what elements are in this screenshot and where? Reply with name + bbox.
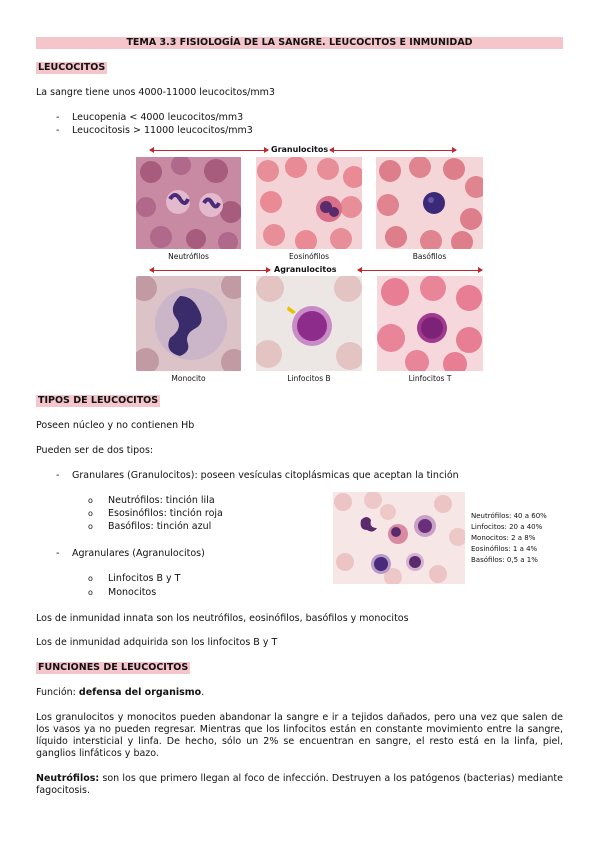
caption-eosinofilos: Eosinófilos: [289, 252, 329, 261]
caption-neutrofilos: Neutrófilos: [168, 252, 209, 261]
section-heading-leucocitos: LEUCOCITOS: [38, 62, 106, 73]
list-item: o Basófilos: tinción azul: [88, 521, 212, 532]
legend-item: Monocitos: 2 a 8%: [471, 534, 536, 542]
tipos-line-2: Pueden ser de dos tipos:: [36, 445, 154, 456]
tipos-line-1: Poseen núcleo y no contienen Hb: [36, 420, 195, 431]
granulocitos-label: Granulocitos: [271, 145, 329, 154]
list-item: o Linfocitos B y T: [88, 573, 181, 584]
eosinophil-image: [256, 157, 362, 249]
page-title: TEMA 3.3 FISIOLOGÍA DE LA SANGRE. LEUCOCITOS E INMUNIDAD: [36, 37, 563, 49]
section-heading-funciones: FUNCIONES DE LEUCOCITOS: [38, 662, 189, 673]
monocyte-image: [136, 276, 241, 371]
innata-text: Los de inmunidad innata son los neutrófilos, eosinófilos, basófilos y monocitos: [36, 613, 409, 624]
percentage-legend: [471, 511, 547, 566]
neutrofilos-paragraph: Neutrófilos: son los que primero llegan al foco de infección. Destruyen a los patógenos (bacterias) mediante fagocitosis.: [36, 773, 563, 796]
caption-linfocitos-b: Linfocitos B: [287, 374, 331, 383]
blood-smear-image: [333, 492, 465, 584]
range-item: - Leucopenia < 4000 leucocitos/mm3: [56, 112, 244, 123]
legend-item: Basófilos: 0,5 a 1%: [471, 556, 538, 564]
intro-text: La sangre tiene unos 4000-11000 leucocitos/mm3: [36, 87, 275, 98]
caption-basofilos: Basófilos: [412, 252, 447, 261]
caption-linfocitos-t: Linfocitos T: [408, 374, 452, 383]
list-item: o Esosinófilos: tinción roja: [88, 508, 223, 519]
legend-item: Linfocitos: 20 a 40%: [471, 523, 543, 531]
range-item: - Leucocitosis > 11000 leucocitos/mm3: [56, 125, 253, 136]
lymphocyte-t-image: [377, 276, 483, 371]
arrow-left: [150, 270, 270, 271]
legend-item: Eosinófilos: 1 a 4%: [471, 545, 538, 553]
legend-item: Neutrófilos: 40 a 60%: [471, 512, 547, 520]
funciones-paragraph: Los granulocitos y monocitos pueden abandonar la sangre e ir a tejidos dañados, pero una vez que salen de los vasos ya no pueden regresar. Mientras que los linfocitos están en constante movimiento entre la sangre, líquido intersticial y linfa. De hecho, sólo un 2% se encuentran en sangre, el resto está en la linfa, piel, ganglios linfáticos y bazo.: [36, 712, 563, 759]
arrow-right: [358, 270, 482, 271]
adquirida-text: Los de inmunidad adquirida son los linfocitos B y T: [36, 637, 278, 648]
list-item: o Monocitos: [88, 587, 157, 598]
basophil-image: [376, 157, 483, 249]
caption-monocito: Monocito: [171, 374, 206, 383]
funcion-line: Función: defensa del organismo.: [36, 687, 205, 698]
list-item: o Neutrófilos: tinción lila: [88, 495, 215, 506]
agranulocitos-label: Agranulocitos: [274, 265, 337, 274]
arrow-right: [330, 150, 456, 151]
neutrophil-image: [136, 157, 241, 249]
arrow-left: [150, 150, 268, 151]
lymphocyte-b-image: [256, 276, 362, 371]
list-item-granulares: - Granulares (Granulocitos): poseen vesículas citoplásmicas que aceptan la tinción: [56, 470, 459, 481]
section-heading-tipos: TIPOS DE LEUCOCITOS: [38, 395, 159, 406]
list-item-agranulares: - Agranulares (Agranulocitos): [56, 548, 205, 559]
